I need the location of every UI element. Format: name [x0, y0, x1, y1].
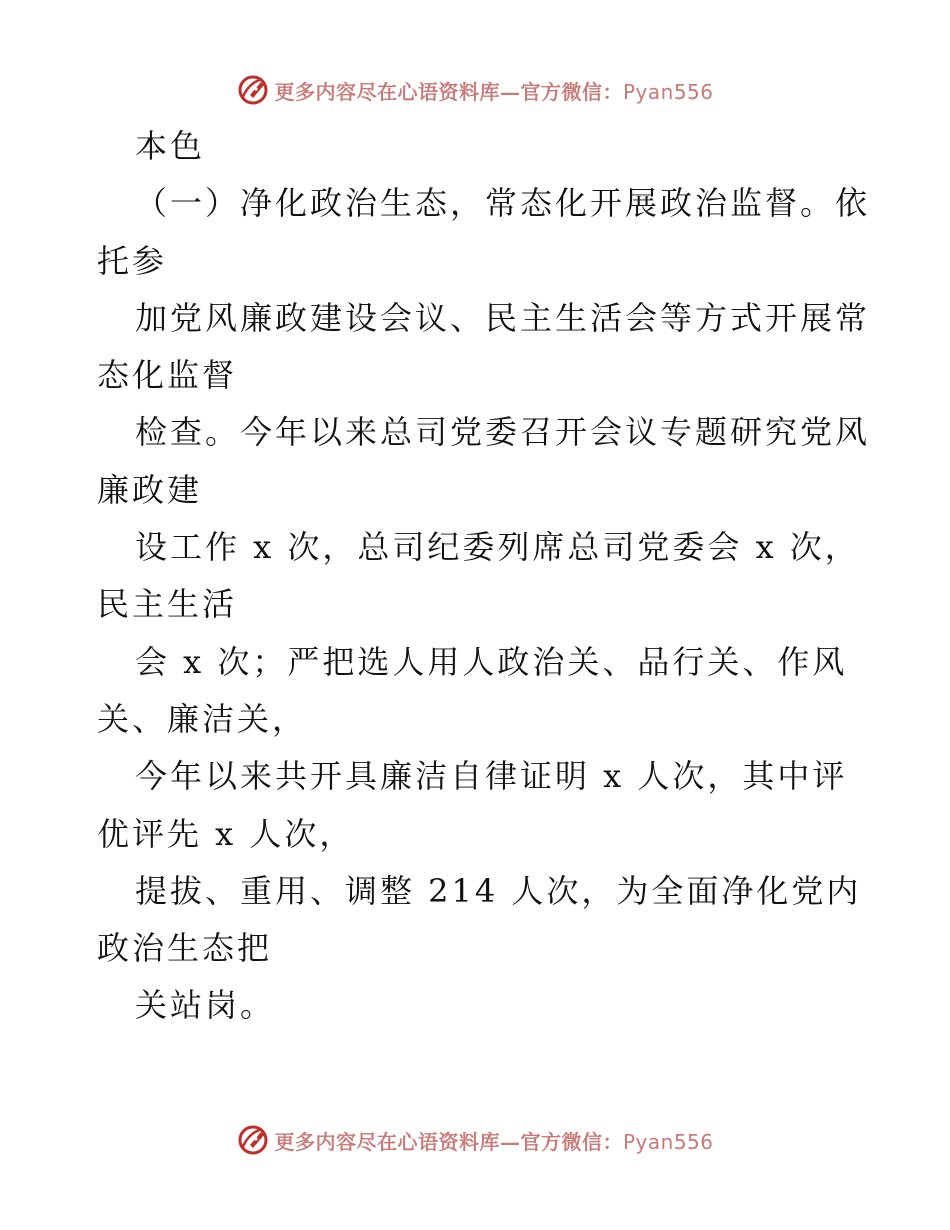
text-line: 关站岗。	[135, 986, 276, 1025]
footer-banner-wechat-label: 官方微信：	[520, 1129, 623, 1154]
header-banner-dash: —	[499, 79, 521, 104]
text-line: 关、廉洁关，	[97, 699, 308, 738]
text-line: 设工作 x 次，总司纪委列席总司党委会 x 次，	[135, 528, 860, 567]
text-line: 廉政建	[97, 470, 203, 509]
text-line: 今年以来共开具廉洁自律证明 x 人次，其中评	[135, 757, 848, 796]
pen-nib-swirl-logo-icon	[236, 1123, 270, 1157]
text-line: 民主生活	[97, 585, 238, 624]
header-banner-main: 更多内容尽在心语资料库	[274, 79, 500, 104]
text-line: 政治生态把	[97, 929, 273, 968]
text-line: 检查。今年以来总司党委召开会议专题研究党风	[135, 413, 871, 452]
pen-nib-swirl-logo-icon	[236, 73, 270, 107]
footer-banner	[0, 1120, 950, 1160]
footer-banner-text	[274, 1126, 713, 1155]
text-line: 态化监督	[97, 356, 238, 395]
header-banner-wechat-id: Pyan556	[622, 79, 714, 104]
header-banner	[0, 70, 950, 110]
header-banner-text	[274, 76, 713, 105]
text-line: 提拔、重用、调整 214 人次，为全面净化党内	[135, 871, 862, 910]
header-banner-wechat-label: 官方微信：	[520, 79, 623, 104]
footer-banner-main: 更多内容尽在心语资料库	[274, 1129, 500, 1154]
text-line: 优评先 x 人次，	[97, 814, 355, 853]
text-line: 会 x 次；严把选人用人政治关、品行关、作风	[135, 642, 848, 681]
footer-banner-dash: —	[499, 1129, 521, 1154]
text-line: 本色	[135, 127, 206, 165]
document-body	[97, 118, 871, 1035]
text-line: 加党风廉政建设会议、民主生活会等方式开展常	[135, 298, 871, 337]
text-line: 托参	[97, 241, 168, 280]
footer-banner-wechat-id: Pyan556	[622, 1129, 714, 1154]
text-line: （一）净化政治生态，常态化开展政治监督。依	[135, 184, 871, 223]
